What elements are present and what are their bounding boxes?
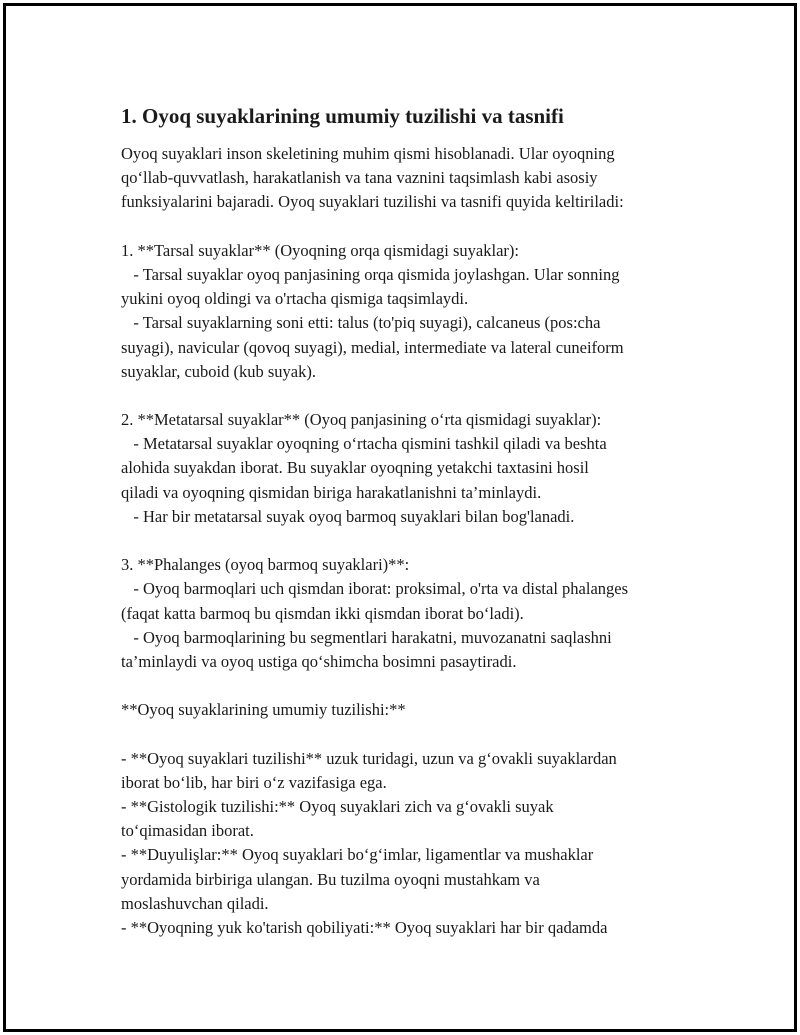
text-line: - Metatarsal suyaklar oyoqning o‘rtacha qismini tashkil qiladi va beshta — [121, 434, 607, 454]
section-metatarsal — [121, 408, 721, 529]
paragraph-gap — [121, 674, 721, 698]
text-line: - Har bir metatarsal suyak oyoq barmoq suyaklari bilan bog'lanadi. — [121, 506, 575, 526]
paragraph-gap — [121, 529, 721, 553]
text-line: yordamida birbiriga ulangan. Bu tuzilma oyoqni mustahkam va — [121, 869, 540, 889]
intro-paragraph — [121, 142, 721, 215]
text-line: ta’minlaydi va oyoq ustiga qo‘shimcha bosimni pasaytiradi. — [121, 651, 517, 671]
text-line: to‘qimasidan iborat. — [121, 821, 254, 841]
text-line: - **Oyoq suyaklari tuzilishi** uzuk turidagi, uzun va g‘ovakli suyaklardan — [121, 748, 617, 768]
text-line: - Oyoq barmoqlari uch qismdan iborat: proksimal, o'rta va distal phalanges — [121, 579, 629, 599]
text-line: Oyoq suyaklari inson skeletining muhim qismi hisoblanadi. Ular oyoqning — [121, 144, 615, 163]
text-line: moslashuvchan qiladi. — [121, 893, 269, 913]
text-line: - Tarsal suyaklarning soni etti: talus (to'piq suyagi), calcaneus (pos:cha — [121, 313, 601, 333]
text-line: yukini oyoq oldingi va o'rtacha qismiga taqsimlaydi. — [121, 289, 469, 309]
paragraph-gap — [121, 384, 721, 408]
text-line: - Oyoq barmoqlarining bu segmentlari harakatni, muvozanatni saqlashni — [121, 627, 612, 647]
text-line: - **Oyoqning yuk ko'tarish qobiliyati:** Oyoq suyaklari har bir qadamda — [121, 918, 608, 937]
text-line: 2. **Metatarsal suyaklar** (Oyoq panjasining o‘rta qismidagi suyaklar): — [121, 410, 602, 430]
section-tarsal — [121, 239, 721, 384]
text-line: - Tarsal suyaklar oyoq panjasining orqa qismida joylashgan. Ular sonning — [121, 264, 620, 284]
text-line: suyaklar, cuboid (kub suyak). — [121, 361, 317, 381]
text-line: (faqat katta barmoq bu qismdan ikki qismdan iborat bo‘ladi). — [121, 603, 524, 623]
text-line: funksiyalarini bajaradi. Oyoq suyaklari tuzilishi va tasnifi quyida keltiriladi: — [121, 192, 624, 212]
text-line: suyagi), navicular (qovoq suyagi), medial, intermediate va lateral cuneiform — [121, 337, 624, 357]
paragraph-gap — [121, 723, 721, 747]
document-body — [121, 104, 721, 940]
text-line: 1. **Tarsal suyaklar** (Oyoqning orqa qismidagi suyaklar): — [121, 240, 519, 260]
text-line: - **Gistologik tuzilishi:** Oyoq suyaklari zich va g‘ovakli suyak — [121, 797, 554, 817]
text-line: 3. **Phalanges (oyoq barmoq suyaklari)**: — [121, 555, 410, 575]
text-line: iborat bo‘lib, har biri o‘z vazifasiga ega. — [121, 772, 387, 792]
structure-heading: **Oyoq suyaklarining umumiy tuzilishi:** — [121, 700, 406, 720]
text-line: - **Duyulişlar:** Oyoq suyaklari bo‘g‘imlar, ligamentlar va mushaklar — [121, 845, 594, 865]
paragraph-gap — [121, 215, 721, 239]
section-phalanges — [121, 553, 721, 674]
text-line: qiladi va oyoqning qismidan biriga harakatlanishni ta’minlaydi. — [121, 482, 542, 502]
structure-list — [121, 747, 721, 941]
document-title: 1. Oyoq suyaklarining umumiy tuzilishi va tasnifi — [121, 104, 564, 128]
page-frame — [3, 3, 797, 1032]
text-line: alohida suyakdan iborat. Bu suyaklar oyoqning yetakchi taxtasini hosil — [121, 458, 589, 478]
text-line: qo‘llab-quvvatlash, harakatlanish va tana vaznini taqsimlash kabi asosiy — [121, 168, 598, 188]
